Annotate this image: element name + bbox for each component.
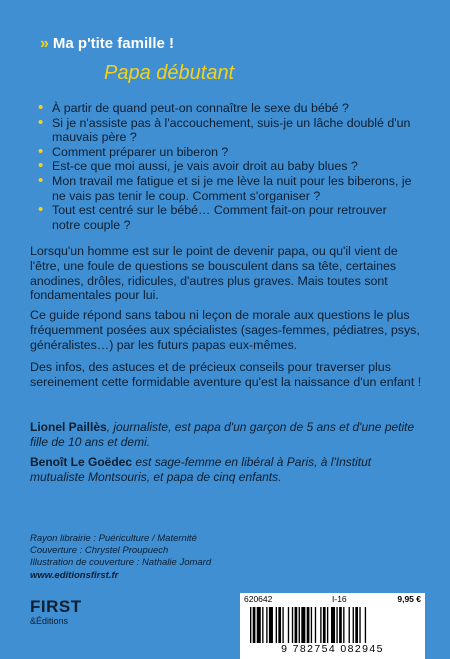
barcode-bar <box>355 607 358 643</box>
author-description: , journaliste, est papa d'un garçon de 5 ans et d'une petite fille de 10 ans et demi. <box>30 420 415 449</box>
list-item <box>38 171 418 203</box>
price: 9,95 € <box>397 594 421 604</box>
author-description: est sage-femme en libéral à Paris, à l'Institut mutualiste Montsouris, et papa de cinq enfants. <box>30 455 372 484</box>
author-name: Benoît Le Goëdec <box>30 455 133 470</box>
author-bio <box>30 455 425 484</box>
barcode-bar <box>282 607 283 643</box>
bullet-icon: • <box>38 201 44 219</box>
question-text: Si je n'assiste pas à l'accouchement, suis-je un lâche doublé d'un mauvais père ? <box>52 115 411 145</box>
barcode-bar <box>301 607 305 643</box>
chevron-icon: » <box>40 35 49 52</box>
illustration-credit: Illustration de couverture : Nathalie Jomard <box>30 557 212 569</box>
barcode-bar <box>288 607 289 643</box>
barcode-bar <box>262 607 263 643</box>
authors-section <box>30 420 425 484</box>
website-link[interactable]: www.editionsfirst.fr <box>30 569 119 581</box>
question-text: À partir de quand peut-on connaître le sexe du bébé ? <box>52 101 349 115</box>
barcode-bar <box>353 607 354 643</box>
bullet-icon: • <box>38 113 44 131</box>
book-title: Papa débutant <box>104 62 235 84</box>
barcode-label <box>240 593 425 659</box>
bullet-icon: • <box>38 171 44 189</box>
barcode-bar <box>266 607 267 643</box>
intro-paragraph: Lorsqu'un homme est sur le point de devenir papa, ou qu'il vient de l'être, une foule de questions se bousculent dans sa tête, certaines anodines, drôles, ridicules, d'autres plus graves. Mais toutes sont fondamentales pour lui. <box>30 244 398 303</box>
barcode-bar <box>269 607 273 643</box>
questions-list <box>38 101 418 232</box>
bullet-icon: • <box>38 157 44 175</box>
barcode-bar <box>320 607 321 643</box>
bullet-icon: • <box>38 99 44 116</box>
barcode-bar <box>250 607 251 643</box>
barcode-bar <box>292 607 293 643</box>
barcode-bar <box>276 607 277 643</box>
list-item <box>38 142 418 160</box>
publisher-logo <box>30 598 82 626</box>
barcode-bar <box>253 607 256 643</box>
publisher-sub: &Éditions <box>30 616 69 626</box>
barcode-bar <box>323 607 326 643</box>
barcode-bar <box>339 607 342 643</box>
tips-paragraph: Des infos, des astuces et de précieux conseils pour traverser plus sereinement cette formidable aventure qu'est la naissance d'un enfant ! <box>30 360 422 389</box>
barcode-icon <box>248 607 417 643</box>
list-item <box>38 159 418 174</box>
barcode-bar <box>327 607 328 643</box>
barcode-bar <box>349 607 350 643</box>
series-banner <box>40 36 174 52</box>
guide-paragraph: Ce guide répond sans tabou ni leçon de morale aux questions le plus fréquemment posées aux spécialistes (sages-femmes, pédiatres, psys, généralistes…) par les futurs papas eux-mêmes. <box>30 308 420 352</box>
barcode-bar <box>278 607 281 643</box>
question-text: Tout est centré sur le bébé… Comment fait-on pour retrouver notre couple ? <box>52 203 387 232</box>
reference: I-16 <box>332 594 347 604</box>
barcode-bar <box>307 607 310 643</box>
barcode-bar <box>336 607 337 643</box>
question-text: Comment préparer un biberon ? <box>52 144 229 159</box>
author-bio <box>30 420 425 449</box>
credits <box>30 533 211 582</box>
barcode-header <box>240 593 425 605</box>
cover-credit: Couverture : Chrystel Proupuech <box>30 545 169 557</box>
product-code: 620642 <box>244 594 273 604</box>
author-name: Lionel Paillès <box>30 420 107 434</box>
barcode-bar <box>311 607 312 643</box>
question-text: Est-ce que moi aussi, je vais avoir droit au baby blues ? <box>52 159 358 174</box>
barcode-bar <box>365 607 366 643</box>
isbn-number: 9 782754 082945 <box>281 643 384 655</box>
list-item <box>38 113 418 145</box>
barcode-bar <box>331 607 335 643</box>
barcode-bar <box>315 607 316 643</box>
series-title: Ma p'tite famille ! <box>52 35 174 52</box>
header <box>0 0 450 100</box>
barcode-bar <box>295 607 298 643</box>
barcode-bar <box>359 607 360 643</box>
publisher-name: FIRST <box>30 597 82 616</box>
question-text: Mon travail me fatigue et si je me lève la nuit pour les biberons, je ne vais pas tenir le coup. Comment s'organiser ? <box>52 173 412 203</box>
barcode-bar <box>299 607 300 643</box>
list-item <box>38 101 418 116</box>
list-item <box>38 203 418 232</box>
barcode-bar <box>343 607 344 643</box>
barcode-bar <box>257 607 261 643</box>
bullet-icon: • <box>38 142 44 160</box>
rayon-line: Rayon librairie : Puériculture / Maternité <box>30 533 197 544</box>
